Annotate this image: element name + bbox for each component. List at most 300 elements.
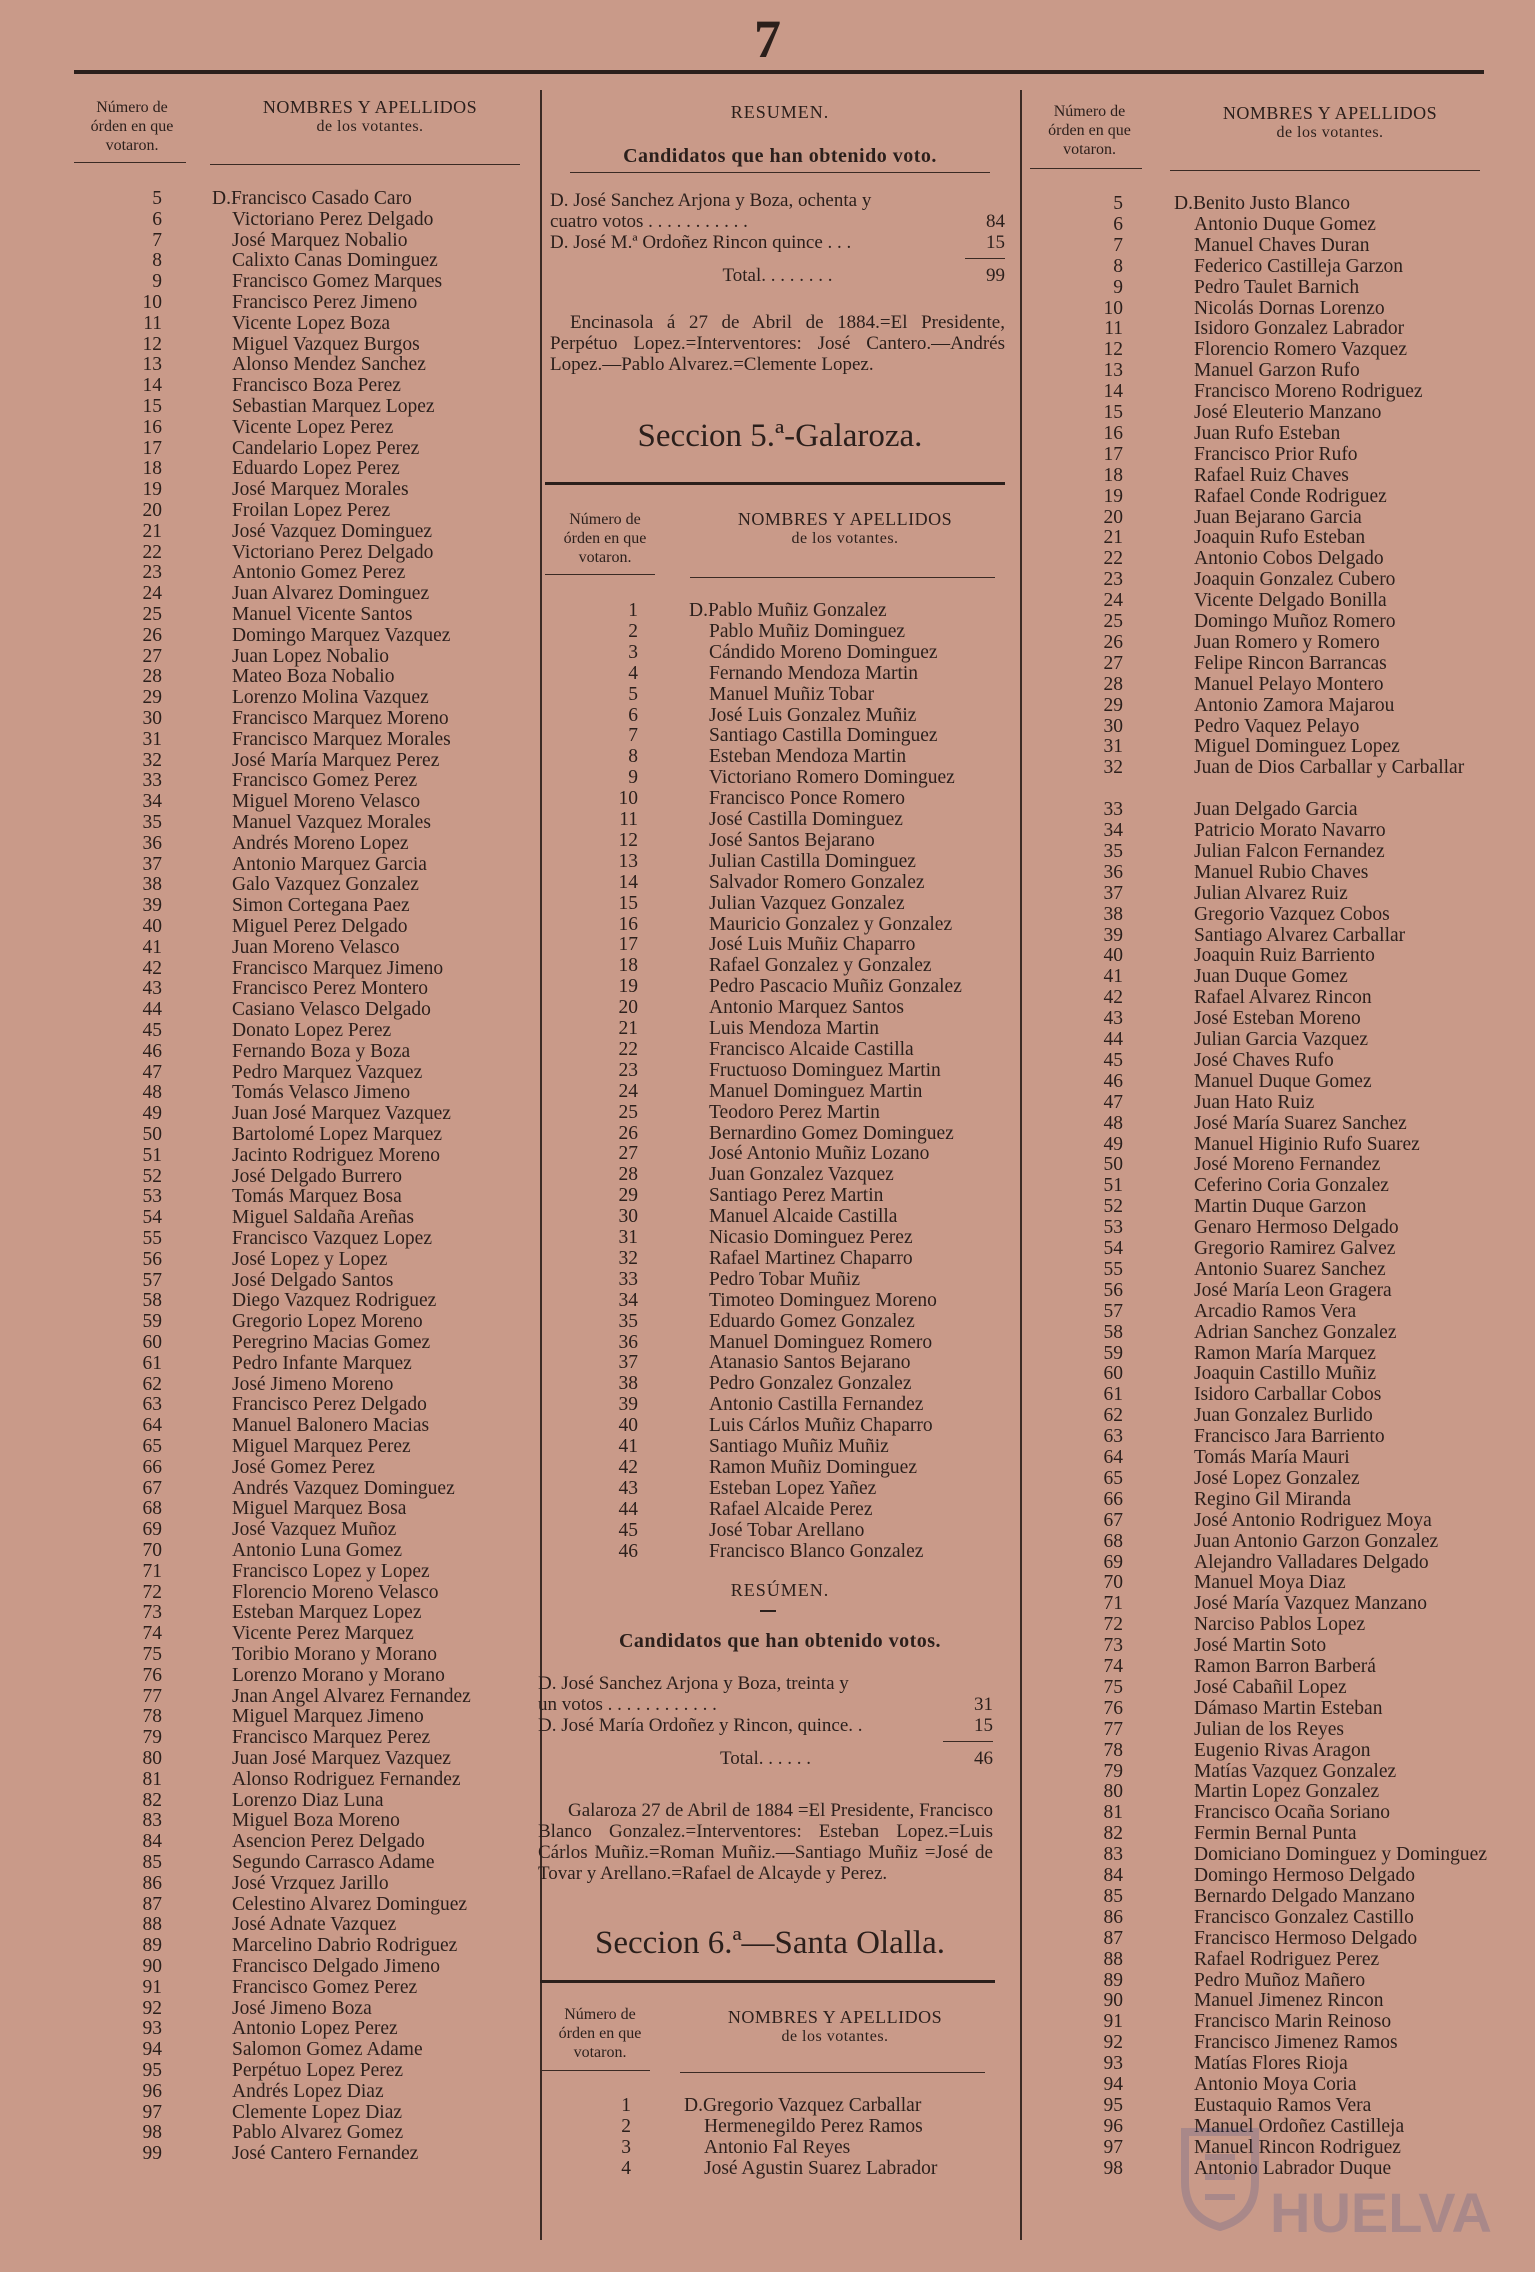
voter-row <box>580 1018 1000 1039</box>
voter-number: 39 <box>618 1394 638 1416</box>
voter-number: 75 <box>142 1644 162 1665</box>
voter-number: 90 <box>1103 1990 1123 2012</box>
voter-name: Francisco Perez Montero <box>232 978 429 1000</box>
voter-row <box>580 746 1000 767</box>
voter-name: Juan Lopez Nobalio <box>232 645 390 667</box>
voter-name: Lorenzo Morano y Morano <box>232 1664 445 1686</box>
voter-row <box>1065 1865 1485 1886</box>
voter-row <box>100 521 530 542</box>
voter-name: Matías Vazquez Gonzalez <box>1194 1760 1397 1782</box>
voter-number: 63 <box>1103 1426 1123 1448</box>
voter-name: José Delgado Burrero <box>232 1165 403 1187</box>
voter-name: Pablo Alvarez Gomez <box>232 2122 404 2144</box>
voter-row <box>100 334 530 355</box>
voter-name: Gregorio Vazquez Cobos <box>1194 903 1390 925</box>
vote-desc: cuatro votos . . . . . . . . . . . <box>550 211 748 232</box>
voter-number: 52 <box>1103 1196 1123 1218</box>
voter-row <box>1065 1092 1485 1113</box>
left-header-rule <box>74 162 186 163</box>
voter-number: 33 <box>142 770 162 792</box>
s6-header-order <box>535 2005 665 2062</box>
voter-name: Mateo Boza Nobalio <box>232 666 395 688</box>
voter-name: Francisco Vazquez Lopez <box>232 1228 432 1249</box>
voter-name: José Cantero Fernandez <box>232 2143 419 2165</box>
voter-row <box>580 642 1000 663</box>
voter-row <box>1065 799 1485 820</box>
voter-row <box>100 687 530 708</box>
voter-number: 44 <box>142 999 162 1021</box>
resumen1-votes <box>550 190 1005 286</box>
voter-row <box>1065 1322 1485 1343</box>
voter-row <box>100 2081 530 2102</box>
voter-row <box>1065 1426 1485 1447</box>
voter-row <box>1065 1719 1485 1740</box>
voter-number: 72 <box>142 1581 162 1603</box>
section6-rule <box>540 1980 995 1983</box>
voter-row <box>580 1415 1000 1436</box>
voter-number: 42 <box>142 957 162 979</box>
voter-row <box>580 1060 1000 1081</box>
voter-row <box>100 750 530 771</box>
vote-desc: un votos . . . . . . . . . . . . <box>538 1694 717 1715</box>
voter-row <box>1065 1635 1485 1656</box>
voter-row <box>580 1206 1000 1227</box>
voter-row <box>580 1102 1000 1123</box>
voter-number: 10 <box>1103 297 1123 319</box>
header-name: NOMBRES Y APELLIDOS <box>737 509 953 529</box>
voter-name: José Vrzquez Jarillo <box>232 1872 389 1894</box>
total-value: 46 <box>974 1748 993 1769</box>
voter-row <box>580 1436 1000 1457</box>
voter-number: 36 <box>1103 861 1123 883</box>
voter-name: Antonio Luna Gomez <box>232 1540 403 1561</box>
voter-row <box>1065 1886 1485 1907</box>
voter-number: 74 <box>1103 1656 1123 1677</box>
voter-name: Candelario Lopez Perez <box>232 437 420 459</box>
voter-number: 60 <box>1103 1363 1123 1385</box>
voter-name: Pedro Gonzalez Gonzalez <box>709 1373 912 1395</box>
voter-row <box>1065 1949 1485 1970</box>
voter-number: 94 <box>1103 2074 1123 2095</box>
voter-name: Bernardino Gomez Dominguez <box>709 1122 954 1144</box>
voter-number: 31 <box>618 1227 638 1248</box>
voter-name: Francisco Marquez Morales <box>232 728 451 750</box>
voter-number: 59 <box>1103 1342 1123 1364</box>
voter-number: 48 <box>1103 1112 1123 1134</box>
right-header-rule <box>1170 170 1480 171</box>
voter-row <box>100 188 530 209</box>
voter-number: 25 <box>1103 611 1123 632</box>
voter-row <box>580 1457 1000 1478</box>
voter-row <box>580 955 1000 976</box>
header-name-sub: de los votantes. <box>1276 124 1384 141</box>
voter-number: 6 <box>628 704 638 726</box>
voter-row <box>100 2039 530 2060</box>
voter-row <box>100 604 530 625</box>
voter-number: 58 <box>1103 1321 1123 1343</box>
voter-name: Francisco Ocaña Soriano <box>1194 1802 1391 1824</box>
voter-row <box>1065 1614 1485 1635</box>
voter-row <box>100 458 530 479</box>
voter-name: Juan Alvarez Dominguez <box>232 583 430 605</box>
voter-name: Manuel Alcaide Castilla <box>709 1206 898 1228</box>
voter-row <box>100 1727 530 1748</box>
voter-name: Tomás María Mauri <box>1194 1447 1350 1468</box>
voter-number: 91 <box>1103 2011 1123 2033</box>
voter-name: José Moreno Fernandez <box>1194 1154 1381 1176</box>
voter-name: Cándido Moreno Dominguez <box>709 641 938 663</box>
voter-row <box>1065 360 1485 381</box>
voter-name: Julian Castilla Dominguez <box>709 850 916 872</box>
header-name: NOMBRES Y APELLIDOS <box>727 2007 943 2027</box>
vote-line <box>538 1715 993 1736</box>
voter-row <box>100 1561 530 1582</box>
voter-row <box>100 937 530 958</box>
voter-name: Florencio Moreno Velasco <box>232 1581 439 1603</box>
header-line: órden en que <box>563 530 647 547</box>
voter-number: 47 <box>1103 1091 1123 1113</box>
voter-row <box>575 2116 995 2137</box>
voter-row <box>1065 298 1485 319</box>
voter-number: 5 <box>1113 193 1123 214</box>
voter-name: Manuel Vicente Santos <box>232 604 413 625</box>
voter-number: 81 <box>1103 1802 1123 1824</box>
voter-row <box>100 1166 530 1187</box>
voter-name: José Luis Gonzalez Muñiz <box>709 704 917 726</box>
voter-name: Esteban Lopez Yañez <box>709 1477 877 1499</box>
voter-number: 28 <box>142 666 162 688</box>
voter-row <box>100 1894 530 1915</box>
voter-number: 12 <box>142 333 162 355</box>
voter-name: Celestino Alvarez Dominguez <box>232 1893 468 1915</box>
voter-row <box>580 1039 1000 1060</box>
voter-name: José Chaves Rufo <box>1194 1049 1334 1071</box>
voter-name: Antonio Marquez Santos <box>709 997 904 1019</box>
voter-number: 89 <box>142 1935 162 1957</box>
voter-number: 65 <box>142 1436 162 1457</box>
voter-name: Tomás Marquez Bosa <box>232 1186 402 1208</box>
voter-row <box>100 313 530 334</box>
voter-number: 57 <box>1103 1300 1123 1322</box>
header-line: órden en que <box>558 2025 642 2042</box>
voter-name: Calixto Canas Dominguez <box>232 250 438 272</box>
voter-name: Juan Romero y Romero <box>1194 631 1380 653</box>
voter-name: Narciso Pablos Lopez <box>1194 1614 1366 1636</box>
voter-name: Manuel Pelayo Montero <box>1194 673 1384 695</box>
voter-name: Miguel Marquez Bosa <box>232 1498 407 1520</box>
voter-name: Domingo Hermoso Delgado <box>1194 1865 1415 1886</box>
voter-number: 11 <box>619 809 638 830</box>
voter-name: Francisco Gomez Marques <box>232 271 443 293</box>
voter-number: 38 <box>618 1373 638 1395</box>
voter-name: Domiciano Dominguez y Dominguez <box>1194 1844 1487 1866</box>
voter-number: 19 <box>618 976 638 998</box>
header-line: órden en que <box>90 118 174 135</box>
voter-row <box>100 1062 530 1083</box>
voter-row <box>100 916 530 937</box>
voter-row <box>100 854 530 875</box>
voter-row <box>100 1249 530 1270</box>
voter-name: Rafael Ruiz Chaves <box>1194 464 1349 486</box>
voter-row <box>100 1602 530 1623</box>
voter-row <box>1065 486 1485 507</box>
voter-name: Galo Vazquez Gonzalez <box>232 874 419 896</box>
resumen2-title: RESÚMEN. <box>730 1580 830 1600</box>
voter-number: 86 <box>1103 1906 1123 1928</box>
voter-name: Esteban Mendoza Martin <box>709 746 907 768</box>
voter-name: Pedro Tobar Muñiz <box>709 1268 861 1290</box>
voter-row <box>100 770 530 791</box>
voter-name: Francisco Gomez Perez <box>232 1976 418 1998</box>
voter-row <box>100 2060 530 2081</box>
voter-name: Santiago Perez Martin <box>709 1185 884 1207</box>
voter-number: 71 <box>142 1560 162 1582</box>
voter-name: Francisco Hermoso Delgado <box>1194 1927 1418 1949</box>
voter-number: 39 <box>1103 924 1123 946</box>
voter-name: Domingo Marquez Vazquez <box>232 624 451 646</box>
voter-row <box>1065 1593 1485 1614</box>
voter-number: 13 <box>618 850 638 872</box>
voter-name: Sebastian Marquez Lopez <box>232 396 435 417</box>
voter-row <box>580 1520 1000 1541</box>
voter-number: 98 <box>142 2122 162 2144</box>
voter-row <box>1065 1531 1485 1552</box>
voter-number: 55 <box>142 1228 162 1249</box>
voter-row <box>1065 987 1485 1008</box>
voter-name: Manuel Muñiz Tobar <box>709 683 875 705</box>
voter-number: 67 <box>1103 1509 1123 1531</box>
voter-number: 91 <box>142 1976 162 1998</box>
voter-row <box>100 1145 530 1166</box>
voter-row <box>1065 883 1485 904</box>
voter-number: 82 <box>142 1789 162 1811</box>
voter-name: Fernando Mendoza Martin <box>709 662 919 684</box>
voter-name: Santiago Castilla Dominguez <box>709 725 938 747</box>
voter-row <box>1065 2032 1485 2053</box>
voter-row <box>100 791 530 812</box>
voter-number: 29 <box>1103 694 1123 716</box>
voter-row <box>580 767 1000 788</box>
voter-name: José Castilla Dominguez <box>709 809 903 830</box>
voter-name: Florencio Romero Vazquez <box>1194 339 1407 361</box>
voter-row <box>1065 1970 1485 1991</box>
header-line: votaron. <box>105 137 159 154</box>
voter-row <box>580 914 1000 935</box>
voter-name: José Cabañil Lopez <box>1194 1676 1347 1698</box>
voter-row <box>100 646 530 667</box>
voter-row <box>580 1499 1000 1520</box>
voter-row <box>1065 1154 1485 1175</box>
voter-row <box>1065 2011 1485 2032</box>
voter-number: 23 <box>142 562 162 584</box>
voter-number: 93 <box>142 2018 162 2040</box>
voter-row <box>580 976 1000 997</box>
voter-number: 96 <box>142 2080 162 2102</box>
voter-number: 16 <box>142 416 162 438</box>
voter-number: 30 <box>142 708 162 729</box>
voter-name: Francisco Gomez Perez <box>232 770 418 792</box>
voter-row <box>1065 1196 1485 1217</box>
voter-name: Joaquin Gonzalez Cubero <box>1194 569 1396 591</box>
voter-row <box>100 2018 530 2039</box>
voter-number: 9 <box>1113 276 1123 298</box>
voter-name: Francisco Blanco Gonzalez <box>709 1540 924 1562</box>
voter-row <box>1065 862 1485 883</box>
voter-number: 18 <box>142 458 162 480</box>
voter-row <box>1065 1301 1485 1322</box>
voter-number: 76 <box>1103 1697 1123 1719</box>
voter-name: Julian Alvarez Ruiz <box>1194 882 1348 904</box>
voter-number: 99 <box>142 2143 162 2165</box>
voter-row <box>1065 1217 1485 1238</box>
header-line: Número de <box>564 2006 636 2023</box>
voter-number: 64 <box>1103 1447 1123 1468</box>
voter-row <box>100 1228 530 1249</box>
voter-row <box>1065 1907 1485 1928</box>
voter-number: 1 <box>621 2095 631 2116</box>
voter-number: 73 <box>1103 1635 1123 1657</box>
voter-row <box>1065 1844 1485 1865</box>
voter-name: Francisco Lopez y Lopez <box>232 1560 430 1582</box>
voter-number: 9 <box>152 271 162 293</box>
voter-number: 95 <box>142 2060 162 2081</box>
voter-number: 37 <box>1103 882 1123 904</box>
voter-number: 76 <box>142 1664 162 1686</box>
voter-number: 87 <box>1103 1927 1123 1949</box>
voter-name: Pedro Vaquez Pelayo <box>1194 715 1360 737</box>
voter-number: 25 <box>618 1101 638 1123</box>
voter-name: Pedro Pascacio Muñiz Gonzalez <box>709 976 962 998</box>
voter-number: 16 <box>618 913 638 935</box>
voter-row <box>100 1457 530 1478</box>
voter-row <box>100 1103 530 1124</box>
voter-name: Alonso Mendez Sanchez <box>232 354 426 376</box>
voter-row <box>1065 653 1485 674</box>
total-line <box>550 265 1005 286</box>
voter-number: 47 <box>142 1061 162 1083</box>
voter-row <box>580 872 1000 893</box>
voter-name: Rafael Rodriguez Perez <box>1194 1948 1380 1970</box>
voter-number: 2 <box>628 620 638 642</box>
voter-name: Miguel Saldaña Areñas <box>232 1207 414 1229</box>
column-divider-left <box>540 90 542 2240</box>
voter-row <box>580 1185 1000 1206</box>
voter-row <box>100 1790 530 1811</box>
s5-header-rule <box>545 574 655 575</box>
voter-row <box>1065 381 1485 402</box>
vote-count: 84 <box>986 211 1005 232</box>
voter-name: José Santos Bejarano <box>709 829 875 851</box>
voter-row <box>100 2122 530 2143</box>
voter-row <box>1065 1761 1485 1782</box>
voter-name: Ceferino Coria Gonzalez <box>1194 1175 1389 1197</box>
voter-row <box>1065 1050 1485 1071</box>
left-header-rule <box>210 164 520 165</box>
voter-number: 50 <box>142 1124 162 1145</box>
voter-number: 80 <box>1103 1781 1123 1803</box>
voter-name: Salomon Gomez Adame <box>232 2039 423 2061</box>
voter-name: Miguel Marquez Perez <box>232 1436 411 1457</box>
voter-name: Juan Delgado Garcia <box>1194 799 1358 821</box>
voter-number: 17 <box>142 437 162 459</box>
voter-number: 42 <box>1103 987 1123 1009</box>
voter-name: José María Vazquez Manzano <box>1194 1593 1428 1615</box>
voter-name: Francisco Perez Jimeno <box>232 292 418 313</box>
voter-row <box>100 209 530 230</box>
voter-number: 21 <box>1103 527 1123 549</box>
voter-number: 66 <box>1103 1488 1123 1510</box>
voter-name: Andrés Moreno Lopez <box>232 832 409 854</box>
voter-number: 77 <box>142 1685 162 1707</box>
voter-name: D.Francisco Casado Caro <box>212 188 412 209</box>
voter-row <box>100 1290 530 1311</box>
voter-number: 49 <box>142 1103 162 1125</box>
voter-row <box>1065 1384 1485 1405</box>
voter-name: Felipe Rincon Barrancas <box>1194 652 1387 674</box>
voter-name: Manuel Dominguez Romero <box>709 1331 933 1353</box>
voter-name: Lorenzo Diaz Luna <box>232 1789 384 1811</box>
voter-number: 15 <box>142 396 162 417</box>
voter-number: 72 <box>1103 1614 1123 1636</box>
voter-number: 87 <box>142 1893 162 1915</box>
coat-of-arms-icon <box>1175 2122 1265 2232</box>
voter-row <box>580 1478 1000 1499</box>
voter-number: 78 <box>142 1706 162 1728</box>
voter-row <box>100 583 530 604</box>
voter-row <box>1065 1552 1485 1573</box>
voter-row <box>580 663 1000 684</box>
voter-name: Rafael Martinez Chaparro <box>709 1247 913 1269</box>
voter-name: Pedro Muñoz Mañero <box>1194 1969 1366 1991</box>
voter-name: Juan Antonio Garzon Gonzalez <box>1194 1530 1439 1552</box>
voter-number: 43 <box>618 1477 638 1499</box>
voter-row <box>100 999 530 1020</box>
voter-number: 40 <box>1103 945 1123 967</box>
voter-row <box>1065 611 1485 632</box>
voter-name: Antonio Duque Gomez <box>1194 213 1376 235</box>
vote-count: 31 <box>974 1694 993 1715</box>
voter-number: 73 <box>142 1602 162 1624</box>
voter-name: Jacinto Rodriguez Moreno <box>232 1144 440 1166</box>
voter-name: Julian de los Reyes <box>1194 1718 1345 1740</box>
voter-number: 3 <box>621 2137 631 2158</box>
voter-row <box>100 1415 530 1436</box>
voter-row <box>100 1332 530 1353</box>
resumen-title: RESUMEN. <box>730 102 830 122</box>
voter-name: Matías Flores Rioja <box>1194 2053 1348 2075</box>
voter-row <box>1065 1343 1485 1364</box>
voter-row <box>1065 716 1485 737</box>
voter-name: Hermenegildo Perez Ramos <box>704 2116 923 2137</box>
voter-name: Genaro Hermoso Delgado <box>1194 1217 1399 1239</box>
voter-row <box>100 1686 530 1707</box>
voter-number: 50 <box>1103 1154 1123 1176</box>
voter-name: Ramon María Marquez <box>1194 1342 1376 1364</box>
header-line: órden en que <box>1048 122 1131 139</box>
voter-number: 21 <box>618 1018 638 1039</box>
voter-number: 40 <box>618 1415 638 1437</box>
voter-row <box>100 1353 530 1374</box>
voter-number: 33 <box>618 1268 638 1290</box>
voter-name: Francisco Marin Reinoso <box>1194 2011 1392 2033</box>
voter-row <box>100 1977 530 1998</box>
voter-name: Juan de Dios Carballar y Carballar <box>1194 757 1465 779</box>
voter-name: Antonio Fal Reyes <box>704 2137 851 2158</box>
voter-number: 41 <box>1103 966 1123 988</box>
voter-name: Nicolás Dornas Lorenzo <box>1194 297 1385 319</box>
voter-number: 5 <box>628 683 638 705</box>
voter-number: 6 <box>152 208 162 230</box>
